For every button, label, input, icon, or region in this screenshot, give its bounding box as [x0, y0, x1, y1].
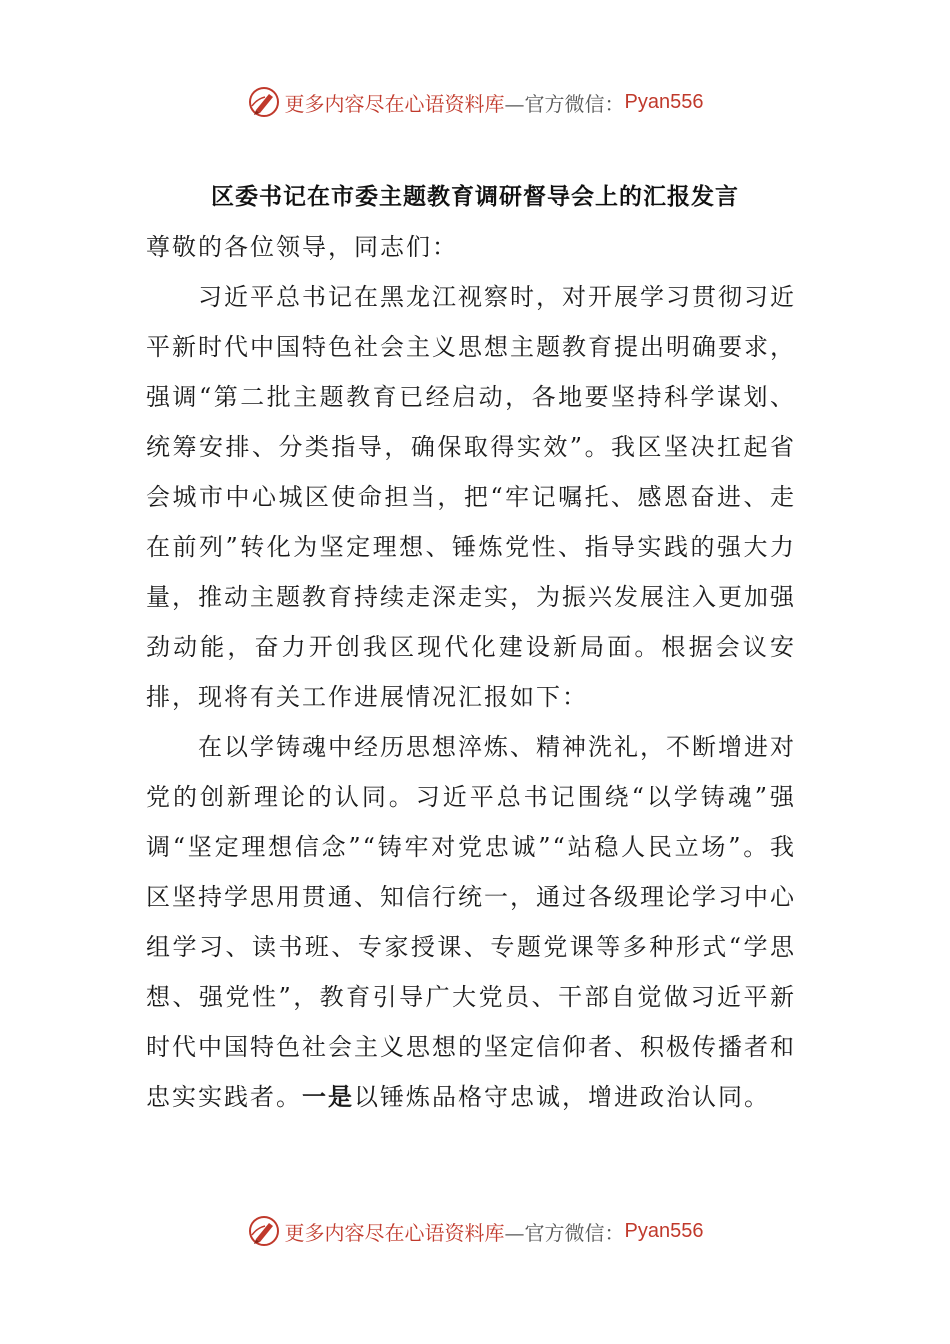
banner-dash-text: —官方微信：: [504, 1220, 625, 1245]
document-title: 区委书记在市委主题教育调研督导会上的汇报发言: [211, 184, 739, 210]
footer-banner: [0, 1211, 950, 1251]
pen-logo-icon: [247, 1214, 281, 1248]
paragraph-2-tail: 以锤炼品格守忠诚，增进政治认同。: [354, 1083, 770, 1111]
pen-logo-icon: [247, 85, 281, 119]
banner-main-text: 更多内容尽在心语资料库: [284, 1220, 505, 1245]
paragraph-2: [146, 722, 796, 1122]
header-banner: [0, 82, 950, 122]
document-body: [146, 222, 796, 1122]
banner-wechat-id: Pyan556: [624, 90, 704, 113]
banner-main-text: 更多内容尽在心语资料库: [284, 91, 505, 116]
paragraph-1: 习近平总书记在黑龙江视察时，对开展学习贯彻习近平新时代中国特色社会主义思想主题教育提出明确要求，强调“第二批主题教育已经启动，各地要坚持科学谋划、统筹安排、分类指导，确保取得实效”。我区坚决扛起省会城市中心城区使命担当，把“牢记嘱托、感恩奋进、走在前列”转化为坚定理想、锤炼党性、指导实践的强大力量，推动主题教育持续走深走实，为振兴发展注入更加强劲动能，奋力开创我区现代化建设新局面。根据会议安排，现将有关工作进展情况汇报如下：: [146, 283, 796, 711]
salutation: 尊敬的各位领导，同志们：: [146, 233, 458, 261]
paragraph-2-bold: 一是: [302, 1082, 354, 1111]
paragraph-2-text: 在以学铸魂中经历思想淬炼、精神洗礼，不断增进对党的创新理论的认同。习近平总书记围绕“以学铸魂”强调“坚定理想信念”“铸牢对党忠诚”“站稳人民立场”。我区坚持学思用贯通、知信行统一，通过各级理论学习中心组学习、读书班、专家授课、专题党课等多种形式“学思想、强党性”，教育引导广大党员、干部自觉做习近平新时代中国特色社会主义思想的坚定信仰者、积极传播者和忠实实践者。: [146, 733, 796, 1111]
banner-wechat-id: Pyan556: [624, 1219, 704, 1242]
banner-dash-text: —官方微信：: [504, 91, 625, 116]
